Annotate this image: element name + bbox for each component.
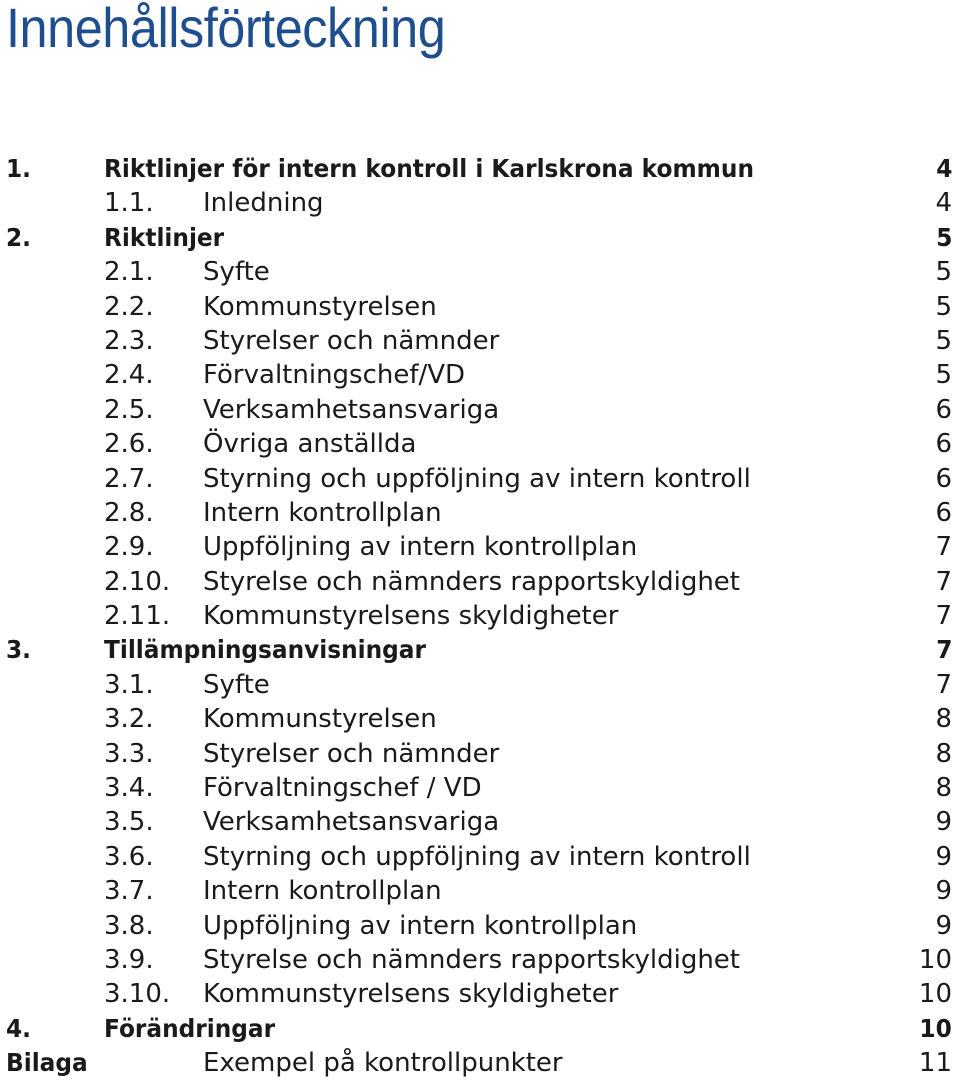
toc-subsection-entry[interactable] (0, 462, 960, 496)
toc-entry-page-number: 6 (935, 429, 952, 460)
toc-entry-title: Verksamhetsansvariga (203, 394, 500, 425)
toc-entry-page-number: 4 (935, 154, 952, 183)
toc-entry-number: 3.7. (104, 876, 154, 907)
toc-entry-page-number: 7 (935, 566, 952, 597)
toc-entry-page-number: 10 (918, 944, 952, 975)
toc-entry-number: Bilaga (6, 1048, 88, 1078)
table-of-contents (0, 152, 960, 1081)
toc-section-entry[interactable] (0, 633, 960, 667)
toc-entry-page-number: 5 (935, 360, 952, 391)
toc-section-entry[interactable] (0, 1012, 960, 1046)
toc-entry-number: 2.1. (104, 257, 154, 288)
toc-entry-title: Övriga anställda (203, 429, 417, 460)
toc-entry-title: Tillämpningsanvisningar (104, 635, 426, 665)
toc-entry-page-number: 9 (935, 910, 952, 941)
toc-entry-number: 2. (6, 222, 32, 252)
toc-entry-page-number: 7 (935, 532, 952, 563)
toc-subsection-entry[interactable] (0, 737, 960, 771)
toc-subsection-entry[interactable] (0, 530, 960, 564)
toc-entry-title: Uppföljning av intern kontrollplan (203, 910, 638, 941)
toc-entry-title: Riktlinjer (104, 222, 225, 252)
toc-entry-number: 3.1. (104, 669, 154, 700)
toc-entry-number: 1. (6, 154, 32, 183)
toc-subsection-entry[interactable] (0, 358, 960, 392)
toc-entry-page-number: 9 (935, 807, 952, 838)
toc-entry-number: 1.1. (104, 188, 154, 219)
toc-entry-number: 2.9. (104, 532, 154, 563)
toc-entry-title: Förvaltningschef / VD (203, 773, 482, 804)
toc-entry-title: Inledning (203, 188, 324, 219)
toc-entry-number: 3.4. (104, 773, 154, 804)
toc-entry-page-number: 5 (935, 291, 952, 322)
toc-entry-page-number: 5 (935, 257, 952, 288)
toc-entry-title: Syfte (203, 669, 270, 700)
toc-subsection-entry[interactable] (0, 668, 960, 702)
toc-entry-title: Styrelser och nämnder (203, 738, 500, 769)
toc-entry-page-number: 5 (935, 325, 952, 356)
toc-entry-number: 3.3. (104, 738, 154, 769)
toc-section-entry[interactable] (0, 152, 960, 186)
toc-entry-title: Syfte (203, 257, 270, 288)
toc-entry-title: Styrelser och nämnder (203, 325, 500, 356)
toc-entry-number: 3.9. (104, 944, 154, 975)
toc-entry-page-number: 10 (918, 979, 952, 1010)
toc-subsection-entry[interactable] (0, 599, 960, 633)
toc-entry-number: 3. (6, 635, 32, 665)
toc-subsection-entry[interactable] (0, 290, 960, 324)
toc-subsection-entry[interactable] (0, 805, 960, 839)
toc-subsection-entry[interactable] (0, 393, 960, 427)
toc-entry-number: 3.10. (104, 979, 171, 1010)
toc-entry-title: Intern kontrollplan (203, 497, 442, 528)
toc-entry-number: 2.4. (104, 360, 154, 391)
toc-entry-number: 3.8. (104, 910, 154, 941)
toc-entry-number: 2.10. (104, 566, 171, 597)
toc-entry-number: 3.5. (104, 807, 154, 838)
toc-section-entry[interactable] (0, 1046, 960, 1080)
toc-entry-number: 2.11. (104, 601, 171, 632)
toc-entry-title: Intern kontrollplan (203, 876, 442, 907)
toc-entry-number: 2.6. (104, 429, 154, 460)
toc-subsection-entry[interactable] (0, 840, 960, 874)
toc-subsection-entry[interactable] (0, 771, 960, 805)
toc-subsection-entry[interactable] (0, 874, 960, 908)
toc-entry-page-number: 8 (935, 773, 952, 804)
toc-subsection-entry[interactable] (0, 977, 960, 1011)
toc-entry-page-number: 4 (935, 188, 952, 219)
toc-entry-page-number: 9 (935, 876, 952, 907)
toc-entry-page-number: 6 (935, 394, 952, 425)
toc-subsection-entry[interactable] (0, 909, 960, 943)
toc-section-entry[interactable] (0, 221, 960, 255)
toc-entry-title: Förändringar (104, 1013, 276, 1043)
toc-entry-page-number: 7 (935, 601, 952, 632)
toc-entry-title: Styrelse och nämnders rapportskyldighet (203, 944, 740, 975)
toc-entry-title: Riktlinjer för intern kontroll i Karlskrona kommun (104, 154, 755, 183)
toc-entry-page-number: 7 (935, 669, 952, 700)
toc-entry-title: Verksamhetsansvariga (203, 807, 500, 838)
toc-entry-number: 2.7. (104, 463, 154, 494)
toc-entry-page-number: 8 (935, 738, 952, 769)
toc-entry-number: 2.2. (104, 291, 154, 322)
toc-subsection-entry[interactable] (0, 255, 960, 289)
toc-entry-page-number: 11 (918, 1048, 952, 1079)
toc-entry-page-number: 6 (935, 463, 952, 494)
toc-entry-page-number: 5 (935, 222, 952, 252)
toc-subsection-entry[interactable] (0, 324, 960, 358)
toc-entry-title: Kommunstyrelsens skyldigheter (203, 979, 619, 1010)
toc-entry-number: 2.5. (104, 394, 154, 425)
toc-entry-number: 3.6. (104, 841, 154, 872)
toc-entry-page-number: 9 (935, 841, 952, 872)
toc-entry-title: Exempel på kontrollpunkter (203, 1048, 563, 1079)
toc-entry-title: Styrning och uppföljning av intern kontroll (203, 463, 751, 494)
toc-subsection-entry[interactable] (0, 496, 960, 530)
toc-entry-title: Uppföljning av intern kontrollplan (203, 532, 638, 563)
toc-entry-number: 3.2. (104, 704, 154, 735)
toc-entry-page-number: 7 (935, 635, 952, 665)
page-title: Innehållsförteckning (6, 0, 446, 59)
toc-entry-number: 2.3. (104, 325, 154, 356)
toc-entry-title: Förvaltningschef/VD (203, 360, 466, 391)
toc-entry-number: 4. (6, 1013, 32, 1043)
toc-subsection-entry[interactable] (0, 186, 960, 220)
toc-entry-title: Styrelse och nämnders rapportskyldighet (203, 566, 740, 597)
toc-entry-title: Kommunstyrelsen (203, 704, 437, 735)
toc-subsection-entry[interactable] (0, 702, 960, 736)
toc-entry-title: Kommunstyrelsens skyldigheter (203, 601, 619, 632)
toc-entry-title: Kommunstyrelsen (203, 291, 437, 322)
toc-subsection-entry[interactable] (0, 427, 960, 461)
toc-entry-number: 2.8. (104, 497, 154, 528)
toc-entry-page-number: 10 (919, 1013, 952, 1043)
toc-entry-page-number: 8 (935, 704, 952, 735)
toc-subsection-entry[interactable] (0, 565, 960, 599)
toc-subsection-entry[interactable] (0, 943, 960, 977)
toc-entry-title: Styrning och uppföljning av intern kontroll (203, 841, 751, 872)
toc-entry-page-number: 6 (935, 497, 952, 528)
